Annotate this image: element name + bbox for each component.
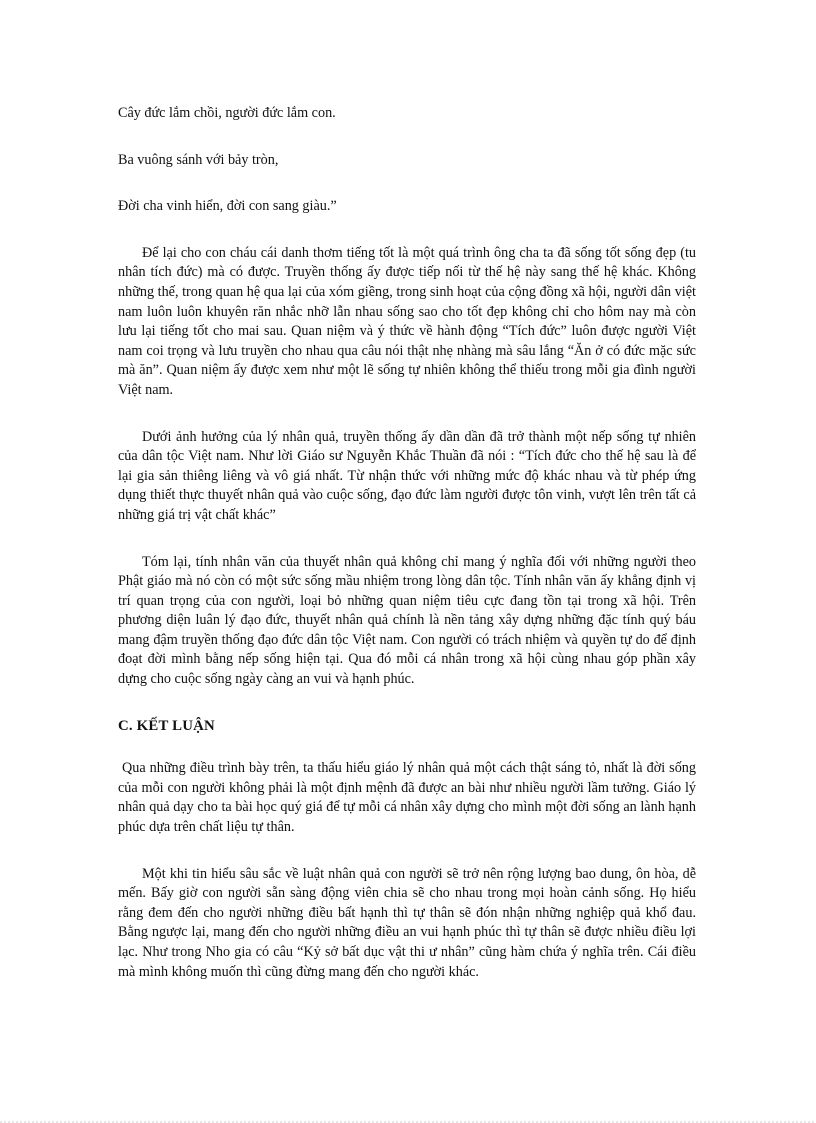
paragraph-nep-song: Dưới ảnh hưởng của lý nhân quả, truyền thống ấy dần dần đã trở thành một nếp sống tự nhiên của dân tộc Việt nam. Như lời Giáo sư Nguyễn Khắc Thuần đã nói : “Tích đức cho thế hệ sau là để lại gia sản thiêng liêng và vô giá nhất. Từ nhận thức với những mức độ khác nhau và từ phép ứng dụng thiết thực thuyết nhân quả vào cuộc sống, đạo đức làm người được tôn vinh, vượt lên trên tất cả những giá trị vật chất khác” xyxy=(118,428,696,523)
verse-line-2: Ba vuông sánh với bảy tròn, xyxy=(118,151,279,168)
verse-line-3: Đời cha vinh hiển, đời con sang giàu.” xyxy=(118,198,337,215)
paragraph-tich-duc: Để lại cho con cháu cái danh thơm tiếng tốt là một quá trình ông cha ta đã sống tốt sống đẹp (tu nhân tích đức) mà có được. Truyền thống ấy được tiếp nối từ thế hệ này sang thế hệ khác. Không những thế, trong quan hệ qua lại của xóm giềng, trong sinh hoạt của cộng đồng xã hội, người dân việt nam luôn luôn khuyên răn nhắc nhỡ lẫn nhau sống sao cho tốt đẹp không chỉ cho hôm nay mà còn lưu lại tiếng tốt cho mai sau. Quan niệm và ý thức về hành động “Tích đức” luôn được người Việt nam coi trọng và lưu truyền cho nhau qua câu nói thật nhẹ nhàng mà sâu lắng “Ăn ở có đức mặc sức mà ăn”. Quan niệm ấy được xem như một lẽ sống tự nhiên không thể thiếu trong mỗi gia đình người Việt nam. xyxy=(118,244,696,398)
paragraph-qua-nhung: Qua những điều trình bày trên, ta thấu hiểu giáo lý nhân quả một cách thật sáng tỏ, nhất là đời sống của mỗi con người không phải là một định mệnh đã được an bài như nhiều người lầm tưởng. Giáo lý nhân quả dạy cho ta bài học quý giá để tự mỗi cá nhân xây dựng cho mình một đời sống an lành hạnh phúc dựa trên chất liệu tự thân. xyxy=(118,760,696,836)
document-body xyxy=(118,104,696,1009)
verse-line-1: Cây đức lắm chồi, người đức lắm con. xyxy=(118,105,336,121)
paragraph-tom-lai: Tóm lại, tính nhân văn của thuyết nhân quả không chỉ mang ý nghĩa đối với những người theo Phật giáo mà nó còn có một sức sống mầu nhiệm trong lòng dân tộc. Tính nhân văn ấy khẳng định vị trí quan trọng của con người, loại bỏ những quan niệm tiêu cực đang tồn tại trong xã hội. Trên phương diện luân lý đạo đức, thuyết nhân quả chính là nền tảng xây dựng những đặc tính quý báu mang đậm truyền thống đạo đức dân tộc Việt nam. Con người có trách nhiệm và quyền tự do để định đoạt đời mình bằng nếp sống hiện tại. Qua đó mỗi cá nhân trong xã hội cùng nhau góp phần xây dựng cho cuộc sống ngày càng an vui và hạnh phúc. xyxy=(118,553,696,688)
paragraph-mot-khi: Một khi tin hiểu sâu sắc về luật nhân quả con người sẽ trở nên rộng lượng bao dung, ôn hòa, dễ mến. Bấy giờ con người sẵn sàng động viên chia sẽ cho nhau trong mọi hoàn cảnh sống. Họ hiểu rằng đem đến cho người những điều bất hạnh thì tự thân sẽ đón nhận những nghiệp quả khổ đau. Bằng ngược lại, mang đến cho người những điều an vui hạnh phúc thì tự thân sẽ được nhiều điều lợi lạc. Như trong Nho gia có câu “Kỷ sở bất dục vật thi ư nhân” cũng hàm chứa ý nghĩa trên. Cái điều mà mình không muốn thì cũng đừng mang đến cho người khác. xyxy=(118,865,696,980)
section-heading-ket-luan: C. KẾT LUẬN xyxy=(118,717,215,734)
